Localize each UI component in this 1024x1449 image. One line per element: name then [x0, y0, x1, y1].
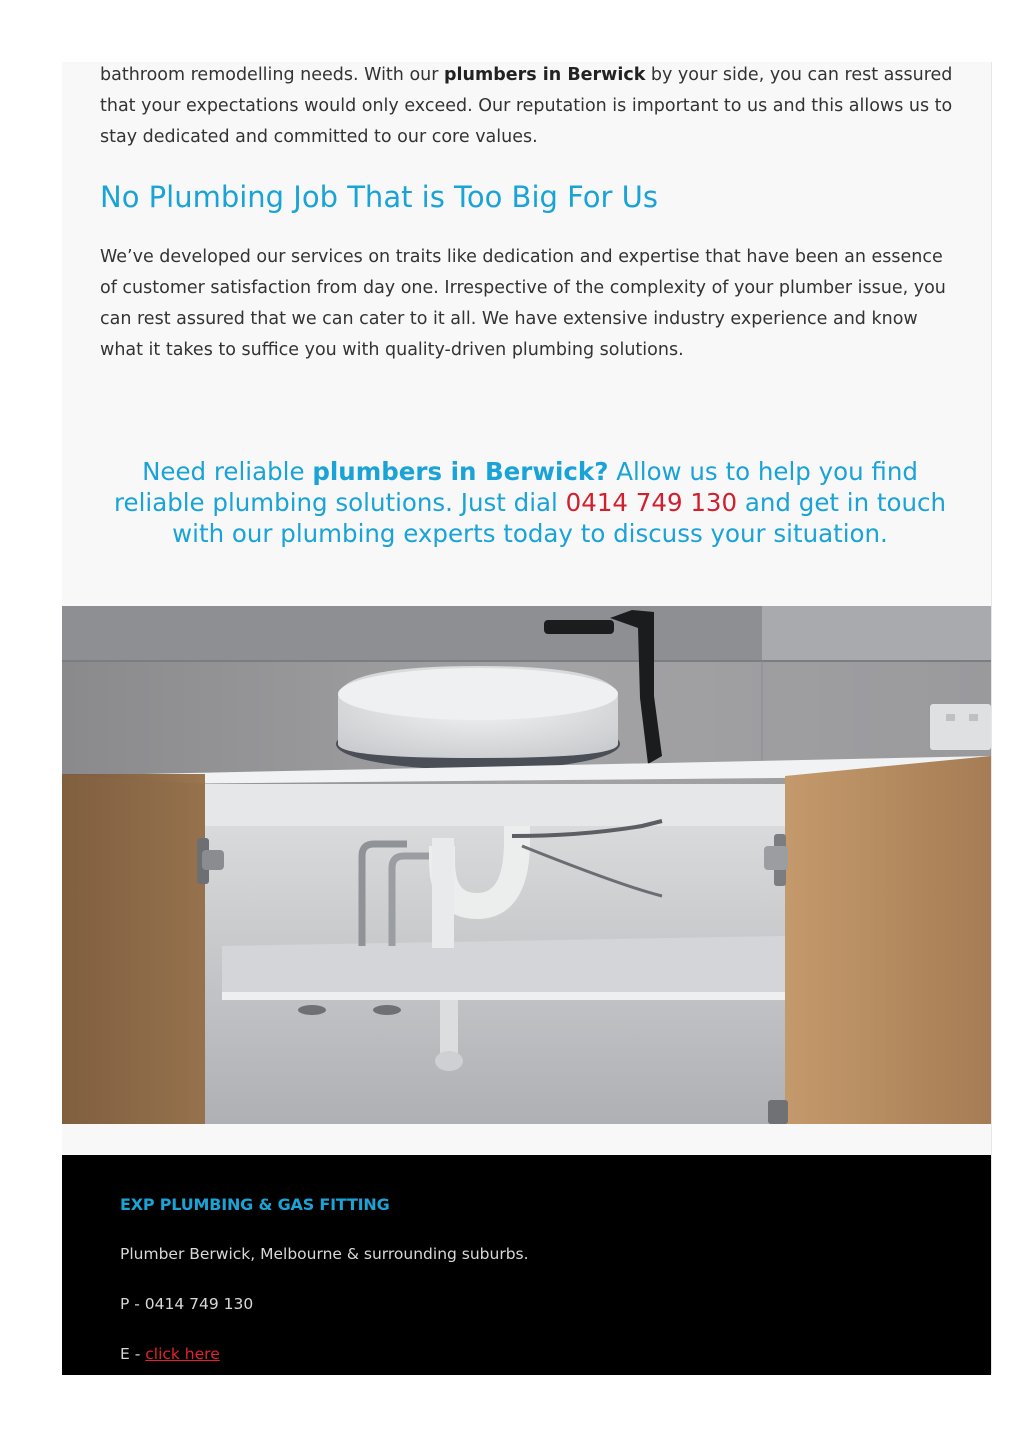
cta-text-end: and get in touch with our plumbing experts today to discuss your situation. — [172, 488, 947, 548]
call-to-action — [100, 456, 960, 549]
site-footer — [62, 1155, 991, 1375]
sink-cabinet-photo — [62, 606, 991, 1124]
footer-phone: P - 0414 749 130 — [120, 1295, 254, 1313]
intro-paragraph — [100, 60, 960, 153]
intro-text-start: bathroom remodelling needs. With our — [100, 65, 445, 85]
section-paragraph: We’ve developed our services on traits like dedication and expertise that have been an essence of customer satisfaction from day one. Irrespective of the complexity of your plumber issue, you can rest assured that we can cater to it all. We have extensive industry experience and know what it takes to suffice you with quality-driven plumbing solutions. — [100, 247, 946, 360]
intro-keyword: plumbers in Berwick — [444, 65, 646, 85]
intro-text-end: by your side, you can rest assured that your expectations would only exceed. Our reputation is important to us and this allows us to stay dedicated and committed to our core values. — [100, 65, 953, 147]
cta-keyword: plumbers in Berwick? — [312, 457, 609, 486]
footer-email-prefix: E - — [120, 1345, 146, 1363]
cta-phone-number[interactable]: 0414 749 130 — [565, 488, 738, 517]
footer-tagline: Plumber Berwick, Melbourne & surrounding suburbs. — [120, 1245, 529, 1263]
footer-email-link[interactable]: click here — [145, 1345, 220, 1363]
section-heading: No Plumbing Job That is Too Big For Us — [100, 180, 658, 214]
footer-brand: EXP PLUMBING & GAS FITTING — [120, 1195, 390, 1214]
footer-email — [120, 1345, 220, 1363]
cta-text-start: Need reliable — [142, 457, 313, 486]
cta-text-mid: Allow us to help you find reliable plumbing solutions. Just dial — [113, 457, 918, 517]
